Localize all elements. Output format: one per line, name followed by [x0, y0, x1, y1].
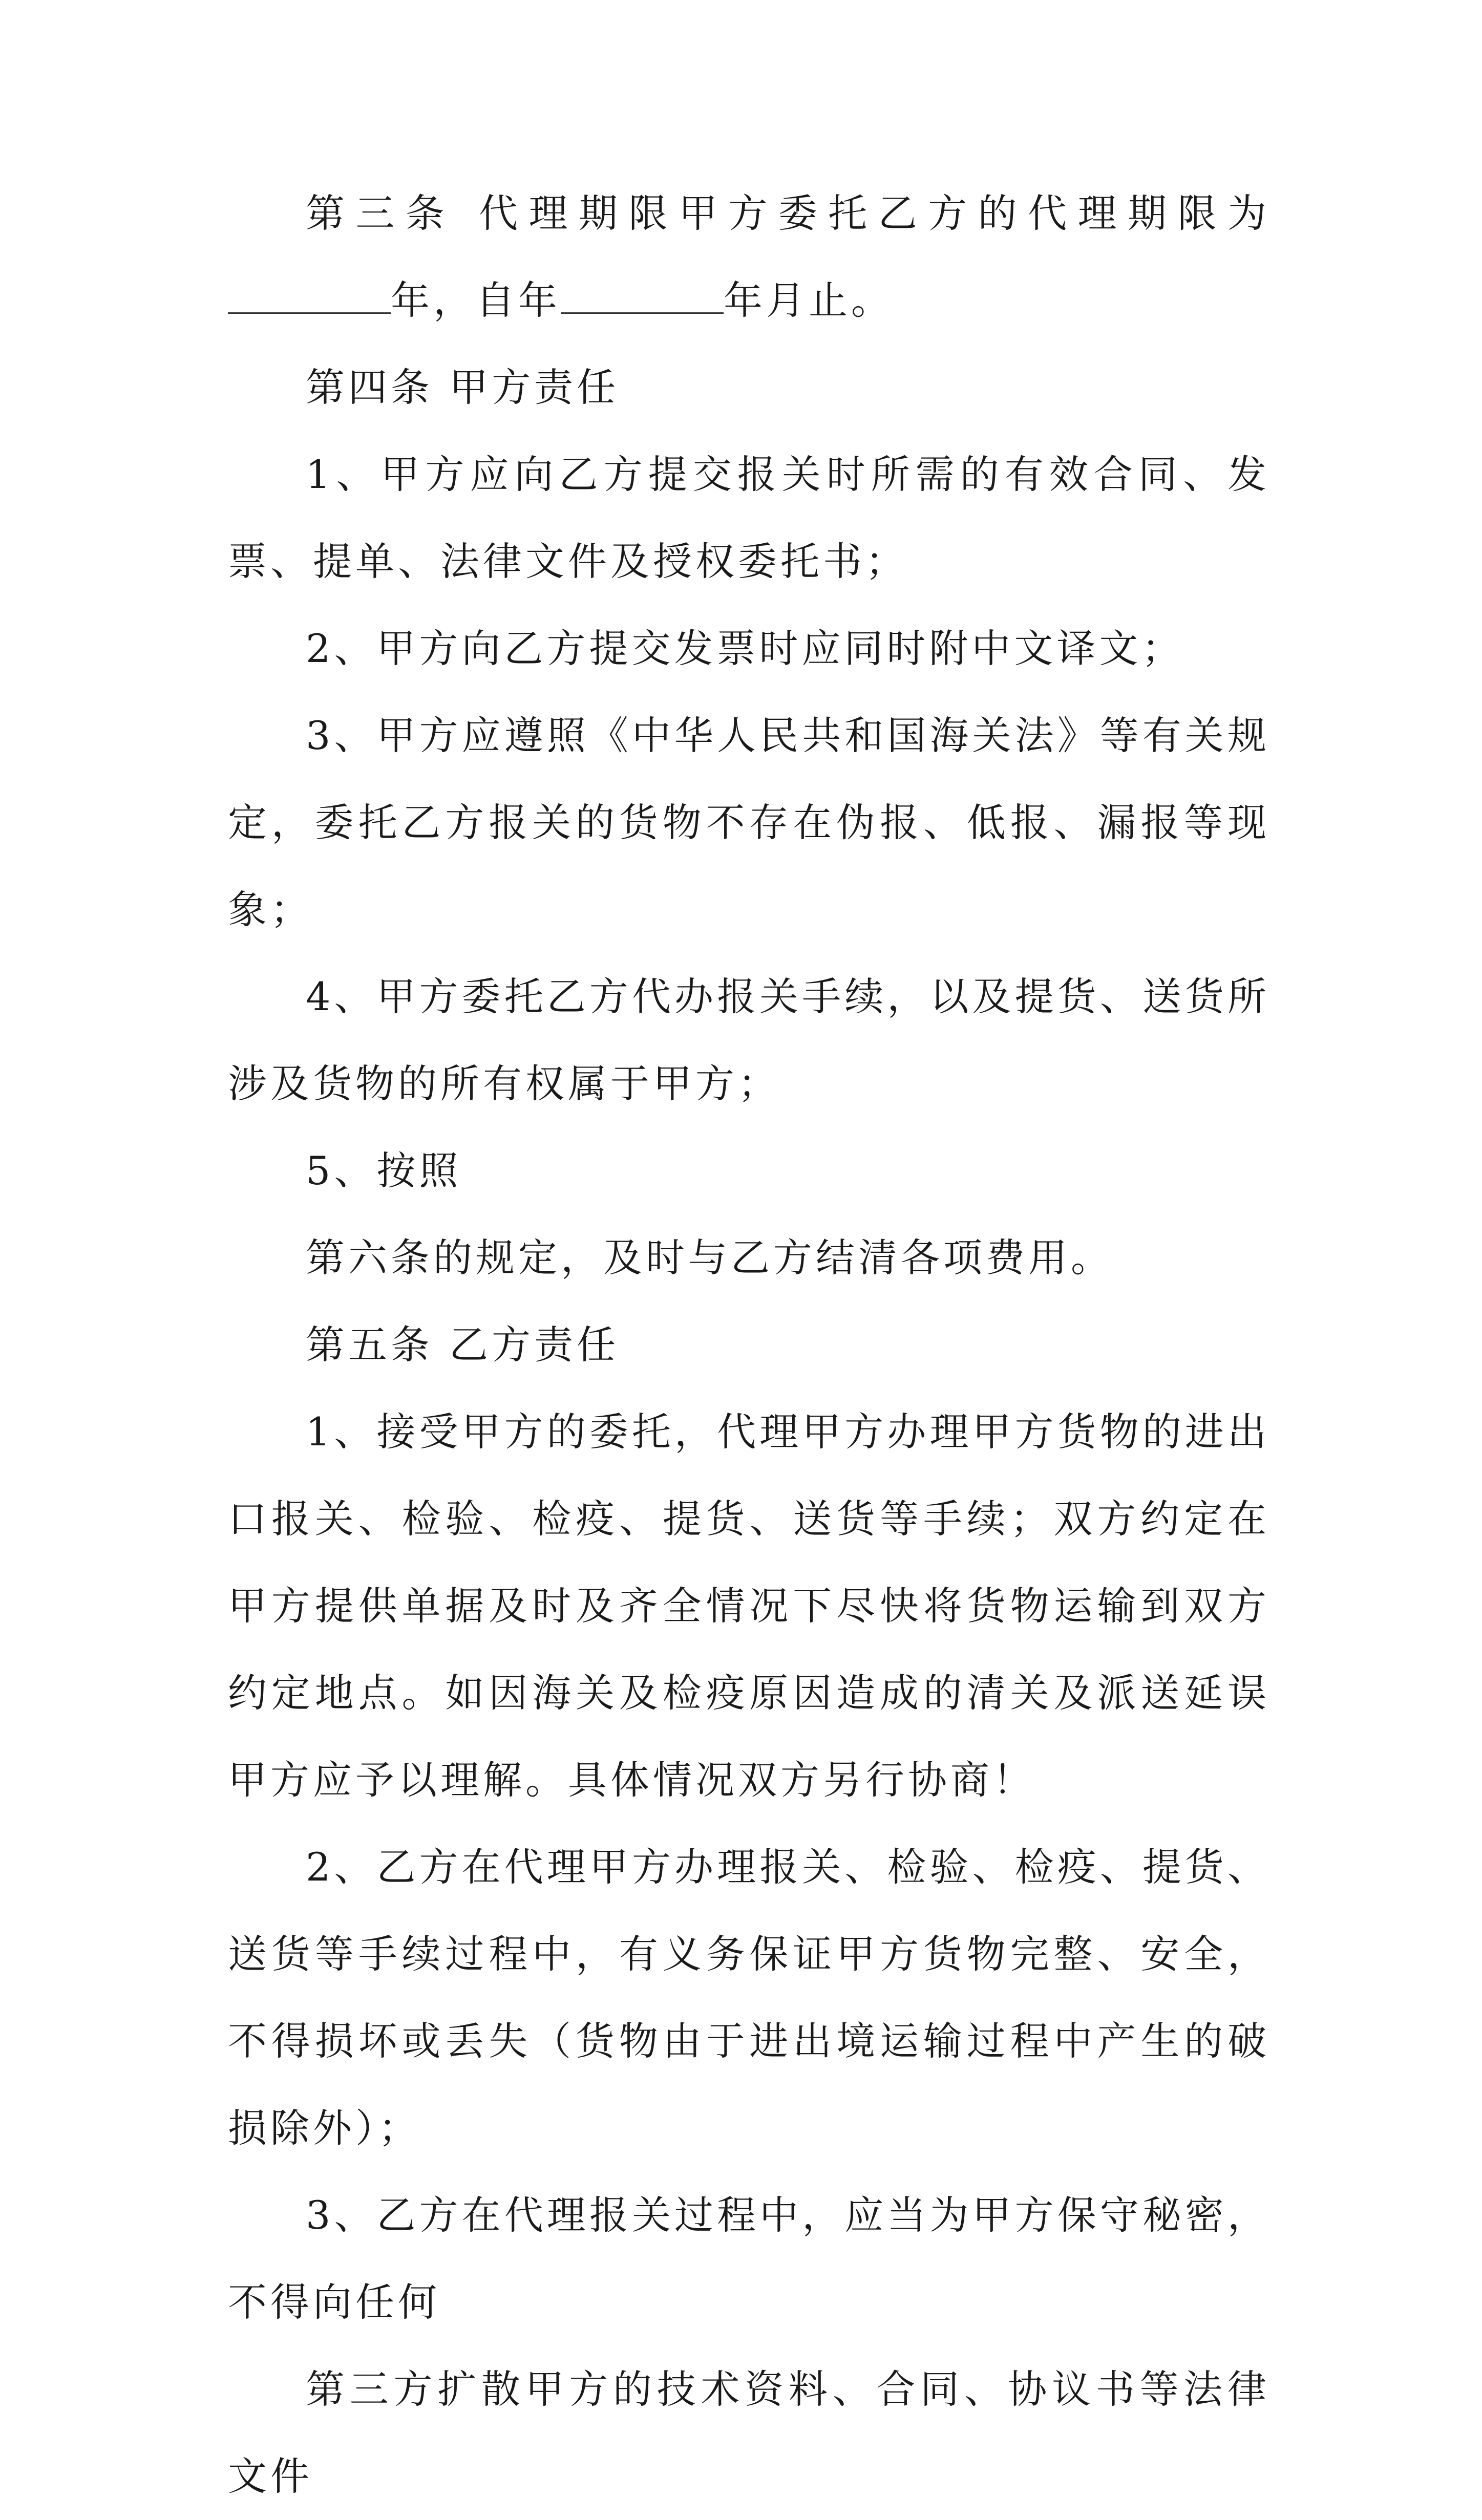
- party-a-duty-5-continued: 第六条的规定，及时与乙方结清各项费用。: [306, 1235, 1113, 1280]
- party-b-duty-3: 3、乙方在代理报关过程中，应当为甲方保守秘密，不得向任何: [228, 2192, 1270, 2325]
- contract-body: [228, 170, 1270, 2520]
- party-b-duty-3-continued: 第三方扩散甲方的技术资料、合同、协议书等法律文件: [228, 2366, 1270, 2499]
- article-5-heading: 第五条 乙方责任: [306, 1322, 620, 1368]
- article-4-heading: 第四条 甲方责任: [306, 365, 620, 410]
- party-a-duty-1: 1、甲方应向乙方提交报关时所需的有效合同、发票、提单、法律文件及授权委托书；: [228, 452, 1270, 584]
- party-a-duty-3: 3、甲方应遵照《中华人民共和国海关法》等有关规定，委托乙方报关的货物不存在伪报、低报、漏报等现象；: [228, 713, 1270, 932]
- article-3-text-3: 年月止。: [724, 277, 894, 323]
- article-3-paragraph: [228, 170, 1270, 344]
- blank-line-term: [228, 282, 391, 314]
- party-b-duty-2: 2、乙方在代理甲方办理报关、检验、检疫、提货、送货等手续过程中，有义务保证甲方货物完整、安全，不得损坏或丢失（货物由于进出境运输过程中产生的破损除外）；: [228, 1844, 1270, 2151]
- party-a-duty-5: 5、按照: [306, 1148, 462, 1193]
- blank-line-year: [561, 282, 724, 314]
- party-a-duty-4: 4、甲方委托乙方代办报关手续，以及提货、送货所涉及货物的所有权属于甲方；: [228, 974, 1270, 1106]
- article-3-text: 第三条 代理期限甲方委托乙方的代理期限为: [306, 190, 1270, 236]
- party-b-duty-1: 1、接受甲方的委托，代理甲方办理甲方货物的进出口报关、检验、检疫、提货、送货等手续；双方约定在甲方提供单据及时及齐全情况下尽快将货物运输到双方约定地点。如因海关及检疫原因造成的清关及派送延误甲方应予以理解。具体情况双方另行协商！: [228, 1409, 1270, 1803]
- party-a-duty-2: 2、甲方向乙方提交发票时应同时附中文译文；: [306, 626, 1184, 671]
- article-3-text-2: 年，自年: [391, 277, 561, 323]
